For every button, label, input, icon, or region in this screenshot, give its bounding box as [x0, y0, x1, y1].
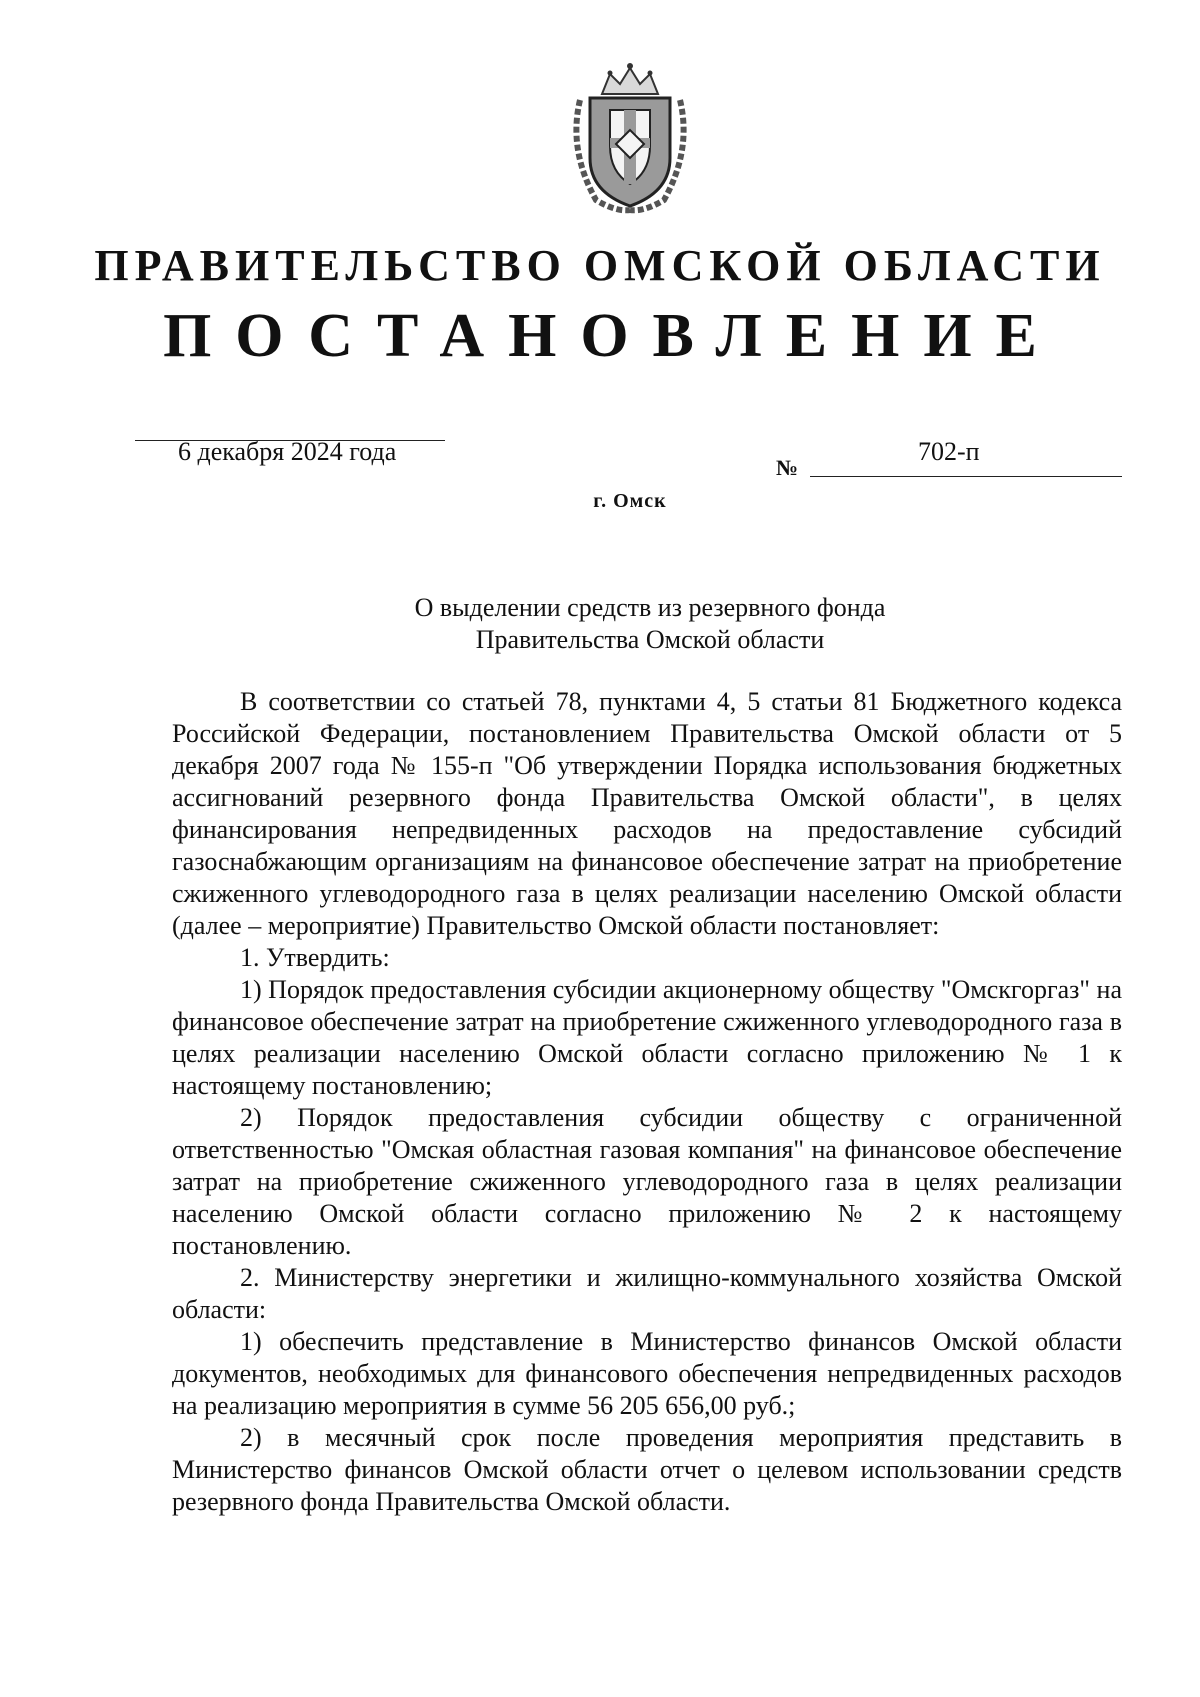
document-body — [172, 686, 1122, 1518]
document-date: 6 декабря 2024 года — [178, 437, 397, 466]
clause-2-1: 1) обеспечить представление в Министерство финансов Омской области документов, необходимых для финансового обеспечения непредвиденных расходов на реализацию мероприятия в сумме 56 205 656,00 руб.; — [172, 1327, 1122, 1420]
clause-2: 2. Министерству энергетики и жилищно-коммунального хозяйства Омской области: — [172, 1263, 1122, 1324]
omsk-region-coat-of-arms-icon — [566, 60, 694, 216]
clause-1: 1. Утвердить: — [240, 943, 390, 972]
organization-name: ПРАВИТЕЛЬСТВО ОМСКОЙ ОБЛАСТИ — [94, 241, 1106, 290]
number-sign: № — [776, 455, 799, 480]
document-city: г. Омск — [593, 490, 667, 512]
document-title — [0, 592, 1200, 656]
document-number: 702-п — [918, 437, 980, 466]
date-underline — [135, 440, 445, 441]
clause-1-2: 2) Порядок предоставления субсидии обществу с ограниченной ответственностью "Омская областная газовая компания" на финансовое обеспечение затрат на приобретение сжиженного углеводородного газа в целях реализации населению Омской области согласно приложению № 2 к настоящему постановлению. — [172, 1103, 1122, 1260]
document-type: ПОСТАНОВЛЕНИЕ — [163, 302, 1061, 370]
clause-1-1: 1) Порядок предоставления субсидии акционерному обществу "Омскгоргаз" на финансовое обеспечение затрат на приобретение сжиженного углеводородного газа в целях реализации населению Омской области согласно приложению № 1 к настоящему постановлению; — [172, 975, 1122, 1100]
title-line-2: Правительства Омской области — [475, 625, 825, 654]
preamble-paragraph: В соответствии со статьей 78, пунктами 4, 5 статьи 81 Бюджетного кодекса Российской Федерации, постановлением Правительства Омской области от 5 декабря 2007 года № 155-п "Об утверждении Порядка использования бюджетных ассигнований резервного фонда Правительства Омской области", в целях финансирования непредвиденных расходов на предоставление субсидий газоснабжающим организациям на финансовое обеспечение затрат на приобретение сжиженного углеводородного газа в целях реализации населению Омской области (далее – мероприятие) Правительство Омской области постановляет: — [172, 687, 1122, 940]
title-line-1: О выделении средств из резервного фонда — [414, 593, 886, 622]
number-underline — [810, 476, 1122, 477]
clause-2-2: 2) в месячный срок после проведения мероприятия представить в Министерство финансов Омской области отчет о целевом использовании средств резервного фонда Правительства Омской области. — [172, 1423, 1122, 1516]
